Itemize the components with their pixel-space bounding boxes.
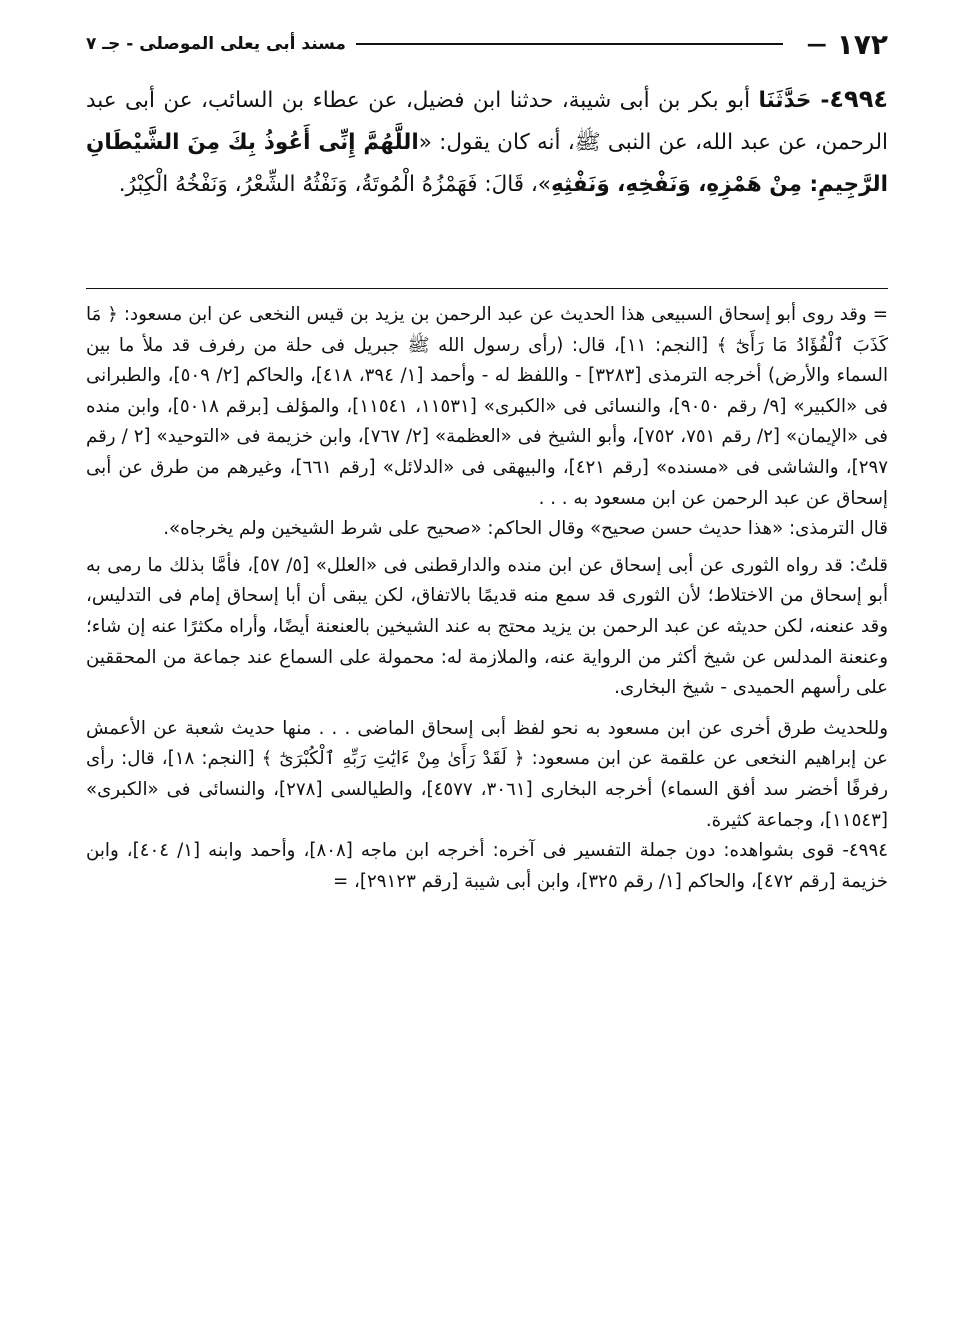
hadith-prefix: - حَدَّثَنَا (758, 88, 830, 113)
footnote-paragraph: = وقد روى أبو إسحاق السبيعى هذا الحديث عن عبد الرحمن بن يزيد بن قيس النخعى عن ابن مسعود: ﴿ مَا كَذَبَ ٱلْفُؤَادُ مَا رَأَىٰٓ ﴾ [النجم: ١١]، قال: (رأى رسول الله ﷺ جبريل فى حلة من رفرف قد ملأ ما بين السماء والأرض) أخرجه الترمذى [٣٢٨٣] - واللفظ له - وأحمد [١/ ٣٩٤، ٤١٨]، والحاكم [٢/ ٥٠٩]، والطبرانى فى «الكبير» [٩/ رقم ٩٠٥٠]، والنسائى فى «الكبرى» [١١٥٣١، ١١٥٤١]، والمؤلف [برقم ٥٠١٨]، وابن منده فى «الإيمان» [٢/ رقم ٧٥١، ٧٥٢]، وأبو الشيخ فى «العظمة» [٢/ ٧٦٧]، وابن خزيمة فى «التوحيد» [٢ / رقم ٢٩٧]، والشاشى فى «مسنده» [رقم ٤٢١]، والبيهقى فى «الدلائل» [رقم ٦٦١]، وغيرهم من طرق عن أبى إسحاق عن عبد الرحمن عن ابن مسعود به . . . (86, 304, 889, 509)
hadith-explanation: »، قَالَ: فَهَمْزُهُ الْمُوتَةُ، وَنَفْثُهُ الشِّعْرُ، وَنَفْخُهُ الْكِبْرُ. (118, 172, 551, 197)
hadith-supplication: اللَّهُمَّ إِنِّى أَعُوذُ بِكَ مِنَ الشَّيْطَانِ الرَّجِيمِ: مِنْ هَمْزِهِ، وَنَفْخِهِ، وَنَفْثِهِ (86, 130, 888, 197)
hadith-text (86, 78, 888, 206)
page-number: ١٧٢ (836, 27, 888, 61)
header-dash: — (806, 32, 827, 56)
hadith-chain: أبو بكر بن أبى شيبة، حدثنا ابن فضيل، عن عطاء بن السائب، عن أبى عبد الرحمن، عن عبد الله، عن النبى ﷺ، أنه كان يقول: « (86, 88, 889, 155)
footnote-paragraph: قال الترمذى: «هذا حديث حسن صحيح» وقال الحاكم: «صحيح على شرط الشيخين ولم يخرجاه». (163, 518, 888, 540)
footnote-separator (86, 288, 888, 289)
page-header (86, 26, 888, 62)
footnote-paragraph: وللحديث طرق أخرى عن ابن مسعود به نحو لفظ أبى إسحاق الماضى . . . منها حديث شعبة عن الأعمش عن إبراهيم النخعى عن علقمة عن ابن مسعود: ﴿ لَقَدْ رَأَىٰ مِنْ ءَايَٰتِ رَبِّهِ ٱلْكُبْرَىٰٓ ﴾ [النجم: ١٨]، قال: رأى رفرفًا أخضر سد أفق السماء) أخرجه البخارى [٣٠٦١، ٤٥٧٧]، والطيالسى [٢٧٨]، والنسائى فى «الكبرى» [١١٥٤٣]، وجماعة كثيرة. (86, 717, 888, 831)
footnote-paragraph: قلتُ: قد رواه الثورى عن أبى إسحاق عن ابن منده والدارقطنى فى «العلل» [٥/ ٥٧]، فأمَّا بذلك ما رمى به أبو إسحاق من الاختلاط؛ لأن الثورى قد سمع منه قديمًا بالاتفاق، لكن يبقى أن أبا إسحاق إمام فى التدليس، وقد عنعنه، لكن حديثه عن عبد الرحمن بن يزيد محتج به عند الشيخين بالعنعنة أيضًا، وأراه مكثرًا عنه إن شاء؛ وعنعنة المدلس عن شيخ أكثر من الرواية عنه، والملازمة له: محمولة على السماع عند جماعة من المحققين على رأسهم الحميدى - شيخ البخارى. (86, 554, 888, 699)
footnotes (86, 300, 888, 897)
header-rule (356, 43, 783, 45)
footnote-paragraph: ٤٩٩٤- قوى بشواهده: دون جملة التفسير فى آخره: أخرجه ابن ماجه [٨٠٨]، وأحمد وابنه [١/ ٤٠٤]، وابن خزيمة [رقم ٤٧٢]، والحاكم [١/ رقم ٣٢٥]، وابن أبى شيبة [رقم ٢٩١٢٣]، = (86, 840, 888, 892)
book-title: مسند أبى يعلى الموصلى - جـ ٧ (86, 34, 346, 54)
hadith-number: ٤٩٩٤ (829, 85, 888, 113)
